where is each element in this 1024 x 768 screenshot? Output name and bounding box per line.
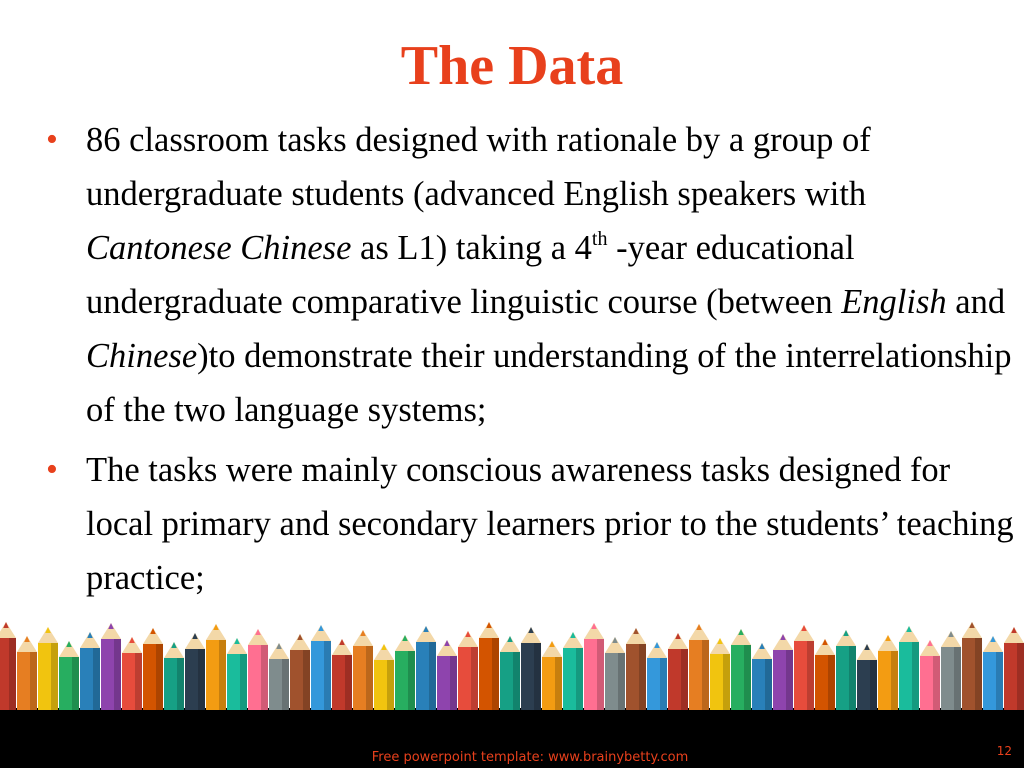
- pencil-graphic: [689, 624, 709, 710]
- bullet-text-run: -year educational undergraduate comparative linguistic course (between: [86, 229, 855, 321]
- pencil-graphic: [0, 622, 16, 710]
- pencil-graphic: [899, 626, 919, 710]
- superscript-ordinal: th: [591, 227, 608, 250]
- pencil-graphic: [80, 632, 100, 710]
- pencil-graphic: [311, 625, 331, 710]
- pencil-graphic: [542, 641, 562, 710]
- pencil-graphic: [920, 640, 940, 710]
- pencil-graphic: [521, 627, 541, 710]
- pencil-graphic: [332, 639, 352, 710]
- footer-bar: [0, 708, 1024, 768]
- pencil-graphic: [983, 636, 1003, 710]
- colored-pencils-image: [0, 618, 1024, 710]
- bullet-text-run: )to demonstrate their understanding of the interrelationship of the two language systems;: [86, 337, 1012, 429]
- pencil-graphic: [605, 637, 625, 710]
- pencil-graphic: [479, 622, 499, 710]
- pencil-graphic: [584, 623, 604, 710]
- pencil-graphic: [17, 636, 37, 710]
- bullet-italic-run: Chinese: [86, 337, 198, 375]
- pencil-graphic: [374, 644, 394, 710]
- slide-title: The Data: [400, 35, 624, 97]
- pencil-graphic: [815, 639, 835, 710]
- bullet-icon: •: [46, 451, 58, 488]
- pencil-graphic: [437, 640, 457, 710]
- pencil-graphic: [248, 629, 268, 710]
- bullet-text-run: 86 classroom tasks designed with rationale by a group of undergraduate students (advanced English speakers with: [86, 121, 871, 213]
- pencil-graphic: [185, 633, 205, 710]
- pencil-graphic: [143, 628, 163, 710]
- bullet-item: [44, 443, 1019, 605]
- pencil-graphic: [395, 635, 415, 710]
- bullet-text-run: The tasks were mainly conscious awareness tasks designed for local primary and secondary learners prior to the students’ teaching practice;: [86, 451, 1014, 597]
- bullet-text-run: as L1) taking a 4: [351, 229, 592, 267]
- pencil-graphic: [269, 643, 289, 710]
- pencil-graphic: [878, 635, 898, 710]
- pencil-graphic: [962, 622, 982, 710]
- pencil-graphic: [668, 633, 688, 710]
- pencil-graphic: [857, 644, 877, 710]
- pencil-graphic: [752, 643, 772, 710]
- pencil-graphic: [206, 624, 226, 710]
- pencil-graphic: [122, 637, 142, 710]
- pencil-graphic: [563, 632, 583, 710]
- pencil-graphic: [647, 642, 667, 710]
- pencil-graphic: [227, 638, 247, 710]
- pencil-graphic: [290, 634, 310, 710]
- pencil-graphic: [710, 638, 730, 710]
- pencil-graphic: [59, 641, 79, 710]
- pencil-graphic: [416, 626, 436, 710]
- bullet-italic-run: English: [841, 283, 947, 321]
- pencil-graphic: [458, 631, 478, 710]
- pencil-graphic: [773, 634, 793, 710]
- pencil-graphic: [38, 627, 58, 710]
- bullet-icon: •: [46, 121, 58, 158]
- bullet-text-run: and: [946, 283, 1006, 321]
- pencil-graphic: [941, 631, 961, 710]
- pencil-graphic: [794, 625, 814, 710]
- pencil-graphic: [353, 630, 373, 710]
- pencil-graphic: [164, 642, 184, 710]
- pencil-graphic: [626, 628, 646, 710]
- pencil-graphic: [500, 636, 520, 710]
- bullet-item: [44, 113, 1019, 437]
- pencil-graphic: [101, 623, 121, 710]
- pencil-graphic: [836, 630, 856, 710]
- pencil-graphic: [731, 629, 751, 710]
- slide-number: 12: [996, 744, 1012, 758]
- bullet-list: [44, 113, 1019, 611]
- bullet-italic-run: Cantonese Chinese: [86, 229, 352, 267]
- footer-credit: Free powerpoint template: www.brainybetty.com: [371, 750, 689, 765]
- pencil-graphic: [1004, 627, 1024, 710]
